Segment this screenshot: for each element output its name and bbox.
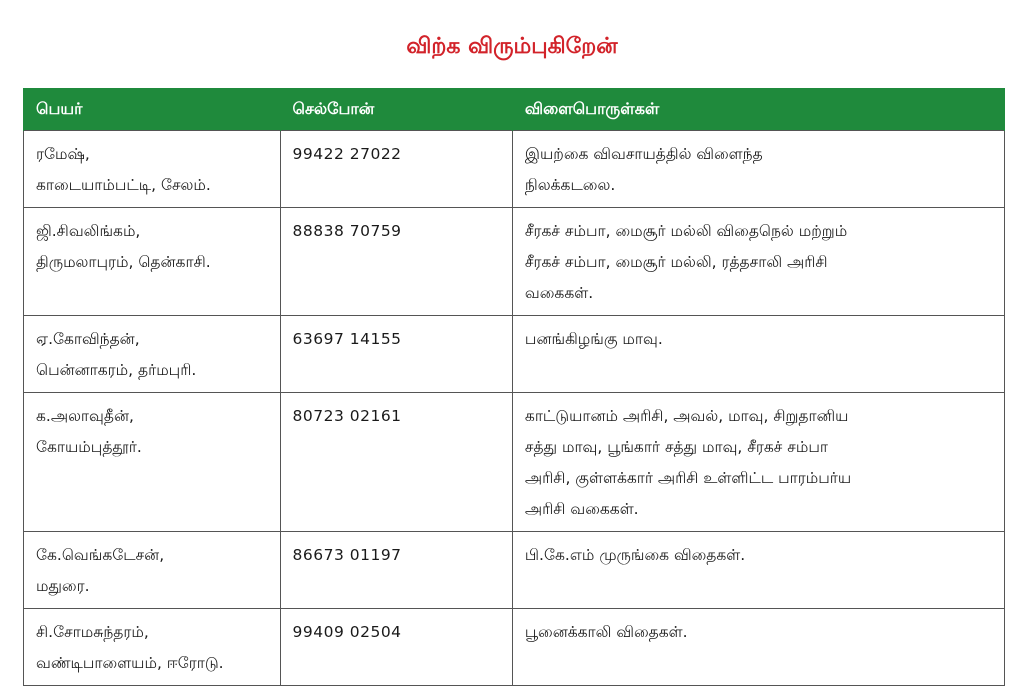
seller-place: மதுரை. — [36, 577, 90, 595]
table-header — [24, 88, 1005, 131]
phone-number: 63697 14155 — [280, 316, 512, 393]
page-title: விற்க விரும்புகிறேன் — [406, 34, 618, 59]
table-body — [24, 131, 1005, 686]
seller-place: கோயம்புத்தூர். — [36, 438, 142, 456]
seller-name: ரமேஷ், — [36, 145, 90, 163]
products-cell — [512, 609, 1004, 686]
seller-name-cell — [24, 131, 281, 208]
table-row — [24, 393, 1005, 532]
table-row — [24, 609, 1005, 686]
table-row — [24, 532, 1005, 609]
seller-place: வண்டிபாளையம், ஈரோடு. — [36, 654, 224, 672]
product-line: சீரகச் சம்பா, மைசூர் மல்லி விதைநெல் மற்றும் — [524, 222, 848, 240]
seller-name-cell — [24, 609, 281, 686]
seller-place: காடையாம்பட்டி, சேலம். — [36, 176, 211, 194]
seller-name: க.அலாவுதீன், — [36, 407, 134, 425]
product-line: சத்து மாவு, பூங்கார் சத்து மாவு, சீரகச் சம்பா — [524, 438, 828, 456]
products-cell — [512, 393, 1004, 532]
phone-number: 88838 70759 — [280, 208, 512, 316]
seller-name-cell — [24, 532, 281, 609]
seller-name-cell — [24, 393, 281, 532]
header-name: பெயர் — [24, 88, 281, 131]
products-cell — [512, 131, 1004, 208]
products-cell — [512, 208, 1004, 316]
product-line: அரிசி வகைகள். — [524, 500, 639, 518]
seller-name-cell — [24, 316, 281, 393]
phone-number: 86673 01197 — [280, 532, 512, 609]
product-line: இயற்கை விவசாயத்தில் விளைந்த — [524, 145, 763, 163]
seller-place: திருமலாபுரம், தென்காசி. — [36, 253, 211, 271]
product-line: பூனைக்காலி விதைகள். — [524, 623, 688, 641]
products-cell — [512, 316, 1004, 393]
product-line: பனங்கிழங்கு மாவு. — [524, 330, 663, 348]
header-row — [24, 88, 1005, 131]
product-line: வகைகள். — [524, 284, 594, 302]
product-line: நிலக்கடலை. — [524, 176, 616, 194]
product-line: பி.கே.எம் முருங்கை விதைகள். — [524, 546, 746, 564]
sellers-table — [23, 88, 1005, 686]
phone-number: 80723 02161 — [280, 393, 512, 532]
table-row — [24, 208, 1005, 316]
header-products: விளைபொருள்கள் — [512, 88, 1004, 131]
seller-name: ஜி.சிவலிங்கம், — [36, 222, 141, 240]
seller-name-cell — [24, 208, 281, 316]
table-row — [24, 316, 1005, 393]
product-line: சீரகச் சம்பா, மைசூர் மல்லி, ரத்தசாலி அரிசி — [524, 253, 828, 271]
seller-name: சி.சோமசுந்தரம், — [36, 623, 149, 641]
product-line: காட்டுயானம் அரிசி, அவல், மாவு, சிறுதானிய — [524, 407, 849, 425]
header-phone: செல்போன் — [280, 88, 512, 131]
products-cell — [512, 532, 1004, 609]
product-line: அரிசி, குள்ளக்கார் அரிசி உள்ளிட்ட பாரம்பர்ய — [524, 469, 852, 487]
phone-number: 99409 02504 — [280, 609, 512, 686]
table-row — [24, 131, 1005, 208]
seller-place: பென்னாகரம், தர்மபுரி. — [36, 361, 197, 379]
seller-name: ஏ.கோவிந்தன், — [36, 330, 140, 348]
phone-number: 99422 27022 — [280, 131, 512, 208]
seller-name: கே.வெங்கடேசன், — [36, 546, 165, 564]
